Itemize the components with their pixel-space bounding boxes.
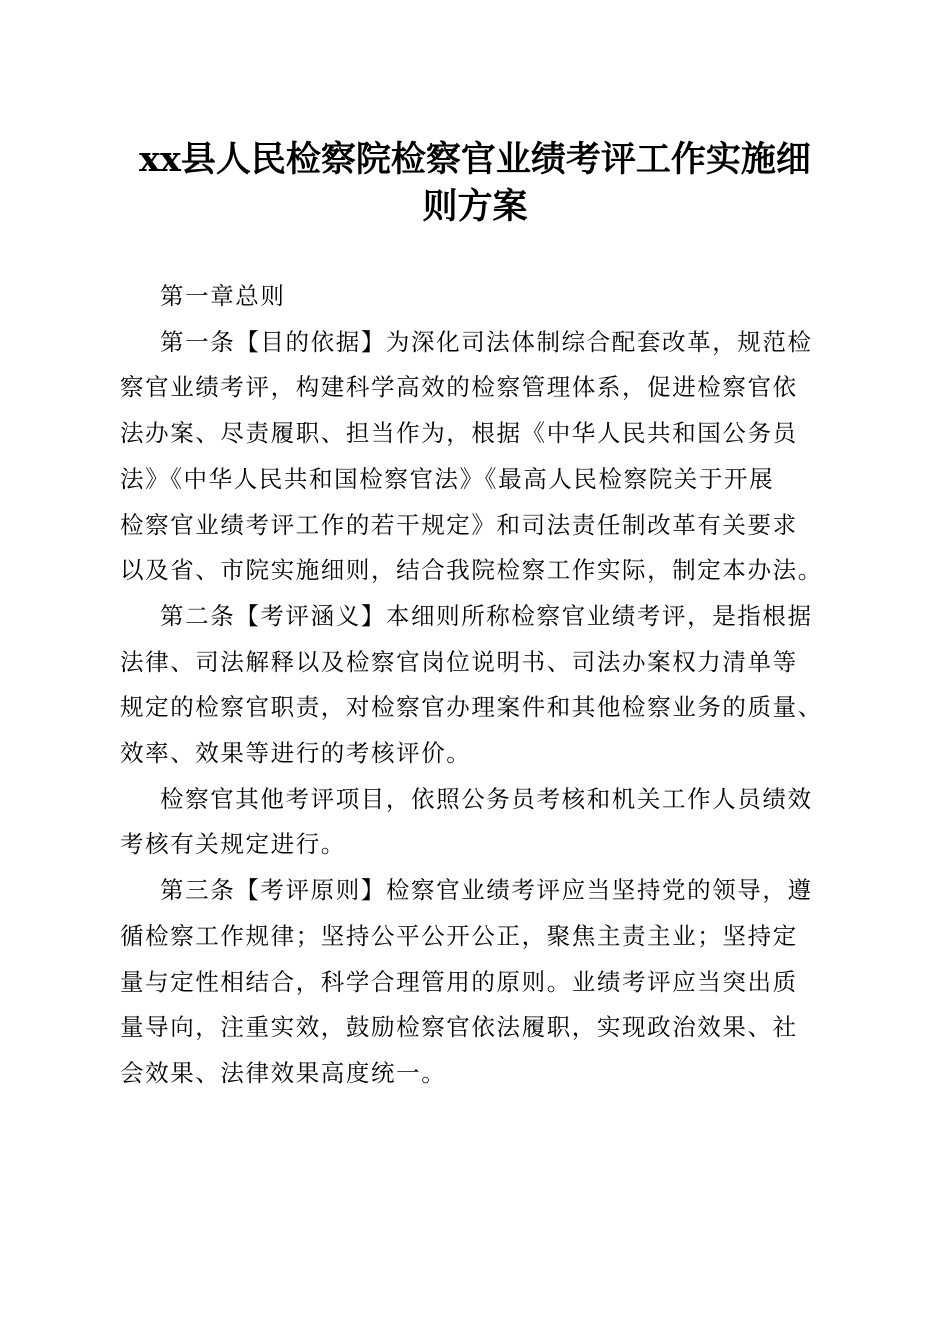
paragraph-line: 法办案、尽责履职、担当作为，根据《中华人民共和国公务员	[120, 419, 798, 448]
document-title	[0, 136, 950, 230]
chapter-heading: 第一章总则	[160, 282, 286, 310]
title-line: xx县人民检察院检察官业绩考评工作实施细	[139, 139, 811, 180]
paragraph-line: 规定的检察官职责，对检察官办理案件和其他检察业务的质量、	[120, 693, 823, 722]
paragraph-line: 以及省、市院实施细则，结合我院检察工作实际，制定本办法。	[120, 556, 823, 585]
paragraph-line: 第一条【目的依据】为深化司法体制综合配套改革，规范检	[160, 327, 813, 356]
paragraph-line: 法律、司法解释以及检察官岗位说明书、司法办案权力清单等	[120, 647, 798, 676]
paragraph-other-items	[120, 777, 840, 868]
document-body	[120, 274, 840, 1097]
paragraph-line: 法》《中华人民共和国检察官法》《最高人民检察院关于开展	[120, 464, 775, 493]
paragraph-line: 量导向，注重实效，鼓励检察官依法履职，实现政治效果、社	[120, 1013, 798, 1042]
paragraph-line: 第二条【考评涵义】本细则所称检察官业绩考评，是指根据	[160, 601, 813, 630]
paragraph-line: 量与定性相结合，科学合理管用的原则。业绩考评应当突出质	[120, 967, 798, 996]
paragraph-article-1	[120, 320, 840, 594]
paragraph-line: 效率、效果等进行的考核评价。	[120, 739, 472, 768]
paragraph-line: 会效果、法律效果高度统一。	[120, 1058, 447, 1087]
title-line: 则方案	[422, 186, 528, 227]
paragraph-line: 第三条【考评原则】检察官业绩考评应当坚持党的领导，遵	[160, 876, 813, 905]
paragraph-line: 循检察工作规律；坚持公平公开公正，聚焦主责主业；坚持定	[120, 921, 798, 950]
paragraph-article-3	[120, 868, 840, 1097]
paragraph-line: 考核有关规定进行。	[120, 830, 346, 859]
paragraph-line: 察官业绩考评，构建科学高效的检察管理体系，促进检察官依	[120, 373, 798, 402]
paragraph-line: 检察官其他考评项目，依照公务员考核和机关工作人员绩效	[160, 784, 813, 813]
paragraph-line: 检察官业绩考评工作的若干规定》和司法责任制改革有关要求	[120, 510, 798, 539]
paragraph-article-2	[120, 594, 840, 777]
